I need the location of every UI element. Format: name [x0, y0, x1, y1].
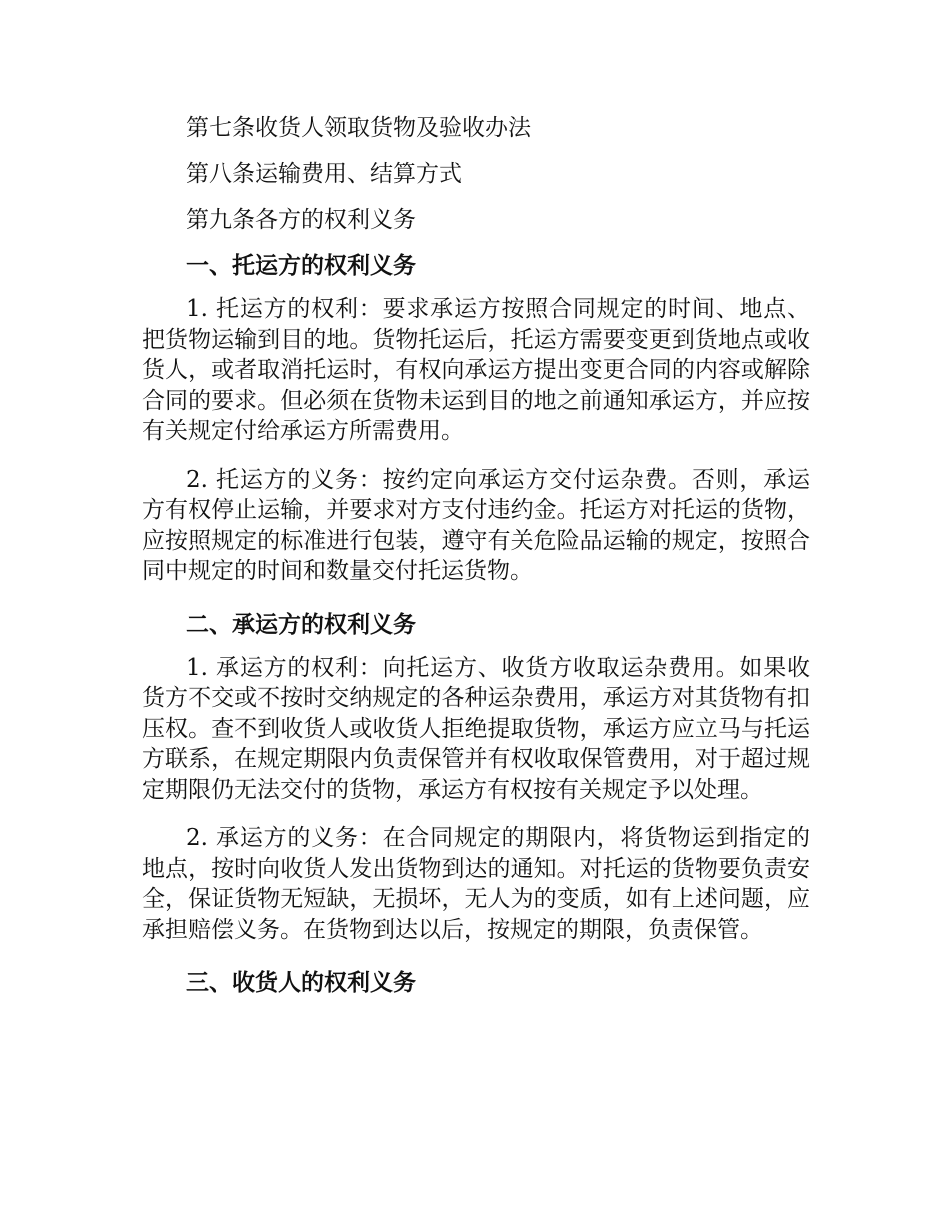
section-1-paragraph-2: 2. 托运方的义务：按约定向承运方交付运杂费。否则，承运方有权停止运输，并要求对方支付违约金。托运方对托运的货物，应按照规定的标准进行包装，遵守有关危险品运输的规定，按照合同中规定的时间和数量交付托运货物。: [142, 466, 810, 584]
article-7-title: 第七条收货人领取货物及验收办法: [186, 115, 531, 141]
section-2-heading: 二、承运方的权利义务: [186, 610, 416, 638]
section-1-paragraph-1: 1. 托运方的权利：要求承运方按照合同规定的时间、地点、把货物运输到目的地。货物托运后，托运方需要变更到货地点或收货人，或者取消托运时，有权向承运方提出变更合同的内容或解除合同的要求。但必须在货物未运到目的地之前通知承运方，并应按有关规定付给承运方所需费用。: [142, 296, 810, 444]
section-3-heading: 三、收货人的权利义务: [186, 969, 416, 996]
document-page: [142, 108, 810, 1011]
article-9-title: 第九条各方的权利义务: [186, 207, 416, 233]
section-1-heading: 一、托运方的权利义务: [186, 252, 416, 279]
article-8-title: 第八条运输费用、结算方式: [186, 161, 462, 187]
section-2-paragraph-2: 2. 承运方的义务：在合同规定的期限内，将货物运到指定的地点，按时向收货人发出货物到达的通知。对托运的货物要负责安全，保证货物无短缺，无损坏，无人为的变质，如有上述问题，应承担赔偿义务。在货物到达以后，按规定的期限，负责保管。: [142, 825, 810, 943]
section-2-paragraph-1: 1. 承运方的权利：向托运方、收货方收取运杂费用。如果收货方不交或不按时交纳规定的各种运杂费用，承运方对其货物有扣压权。查不到收货人或收货人拒绝提取货物，承运方应立马与托运方联系，在规定期限内负责保管并有权收取保管费用，对于超过规定期限仍无法交付的货物，承运方有权按有关规定予以处理。: [142, 654, 810, 803]
